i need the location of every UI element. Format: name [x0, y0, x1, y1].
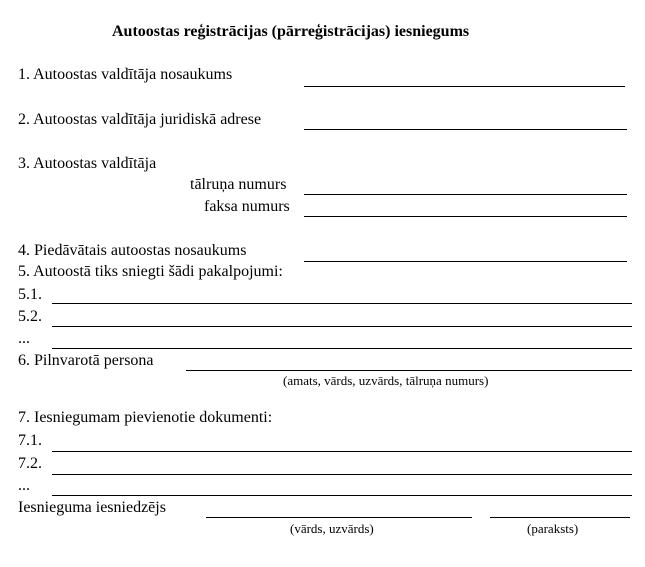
owner-name-label: 1. Autoostas valdītāja nosaukums	[18, 66, 233, 83]
phone-line[interactable]	[304, 194, 627, 195]
fax-line[interactable]	[304, 216, 627, 217]
authorized-caption: (amats, vārds, uzvārds, tālruņa numurs)	[283, 373, 489, 388]
phone-label: tālruņa numurs	[190, 176, 287, 193]
documents-label: 7. Iesniegumam pievienotie dokumenti:	[18, 409, 273, 426]
signature-line[interactable]	[490, 517, 630, 518]
signature-caption: (paraksts)	[527, 521, 579, 536]
owner-label: 3. Autoostas valdītāja	[18, 155, 157, 172]
document-2-line[interactable]	[52, 474, 632, 475]
document-more-line[interactable]	[52, 495, 632, 496]
service-2-line[interactable]	[52, 326, 632, 327]
form-title: Autoostas reģistrācijas (pārreģistrācijas) iesniegums	[112, 23, 470, 40]
owner-address-label: 2. Autoostas valdītāja juridiskā adrese	[18, 111, 262, 128]
document-1-label: 7.1.	[18, 432, 42, 449]
name-caption: (vārds, uzvārds)	[290, 521, 374, 536]
owner-name-line[interactable]	[304, 86, 625, 87]
service-1-label: 5.1.	[18, 286, 42, 303]
services-label: 5. Autoostā tiks sniegti šādi pakalpojumi:	[18, 263, 283, 280]
document-1-line[interactable]	[52, 451, 632, 452]
station-name-label: 4. Piedāvātais autoostas nosaukums	[18, 242, 247, 259]
document-more-label: ...	[18, 477, 30, 494]
station-name-line[interactable]	[304, 261, 627, 262]
owner-address-line[interactable]	[304, 129, 627, 130]
service-1-line[interactable]	[52, 303, 632, 304]
document-2-label: 7.2.	[18, 455, 42, 472]
submitter-label: Iesnieguma iesniedzējs	[18, 499, 166, 516]
service-more-label: ...	[18, 330, 30, 347]
authorized-label: 6. Pilnvarotā persona	[18, 352, 154, 369]
fax-label: faksa numurs	[204, 198, 290, 215]
authorized-line[interactable]	[186, 370, 632, 371]
service-2-label: 5.2.	[18, 308, 42, 325]
service-more-line[interactable]	[52, 348, 632, 349]
submitter-name-line[interactable]	[206, 517, 472, 518]
